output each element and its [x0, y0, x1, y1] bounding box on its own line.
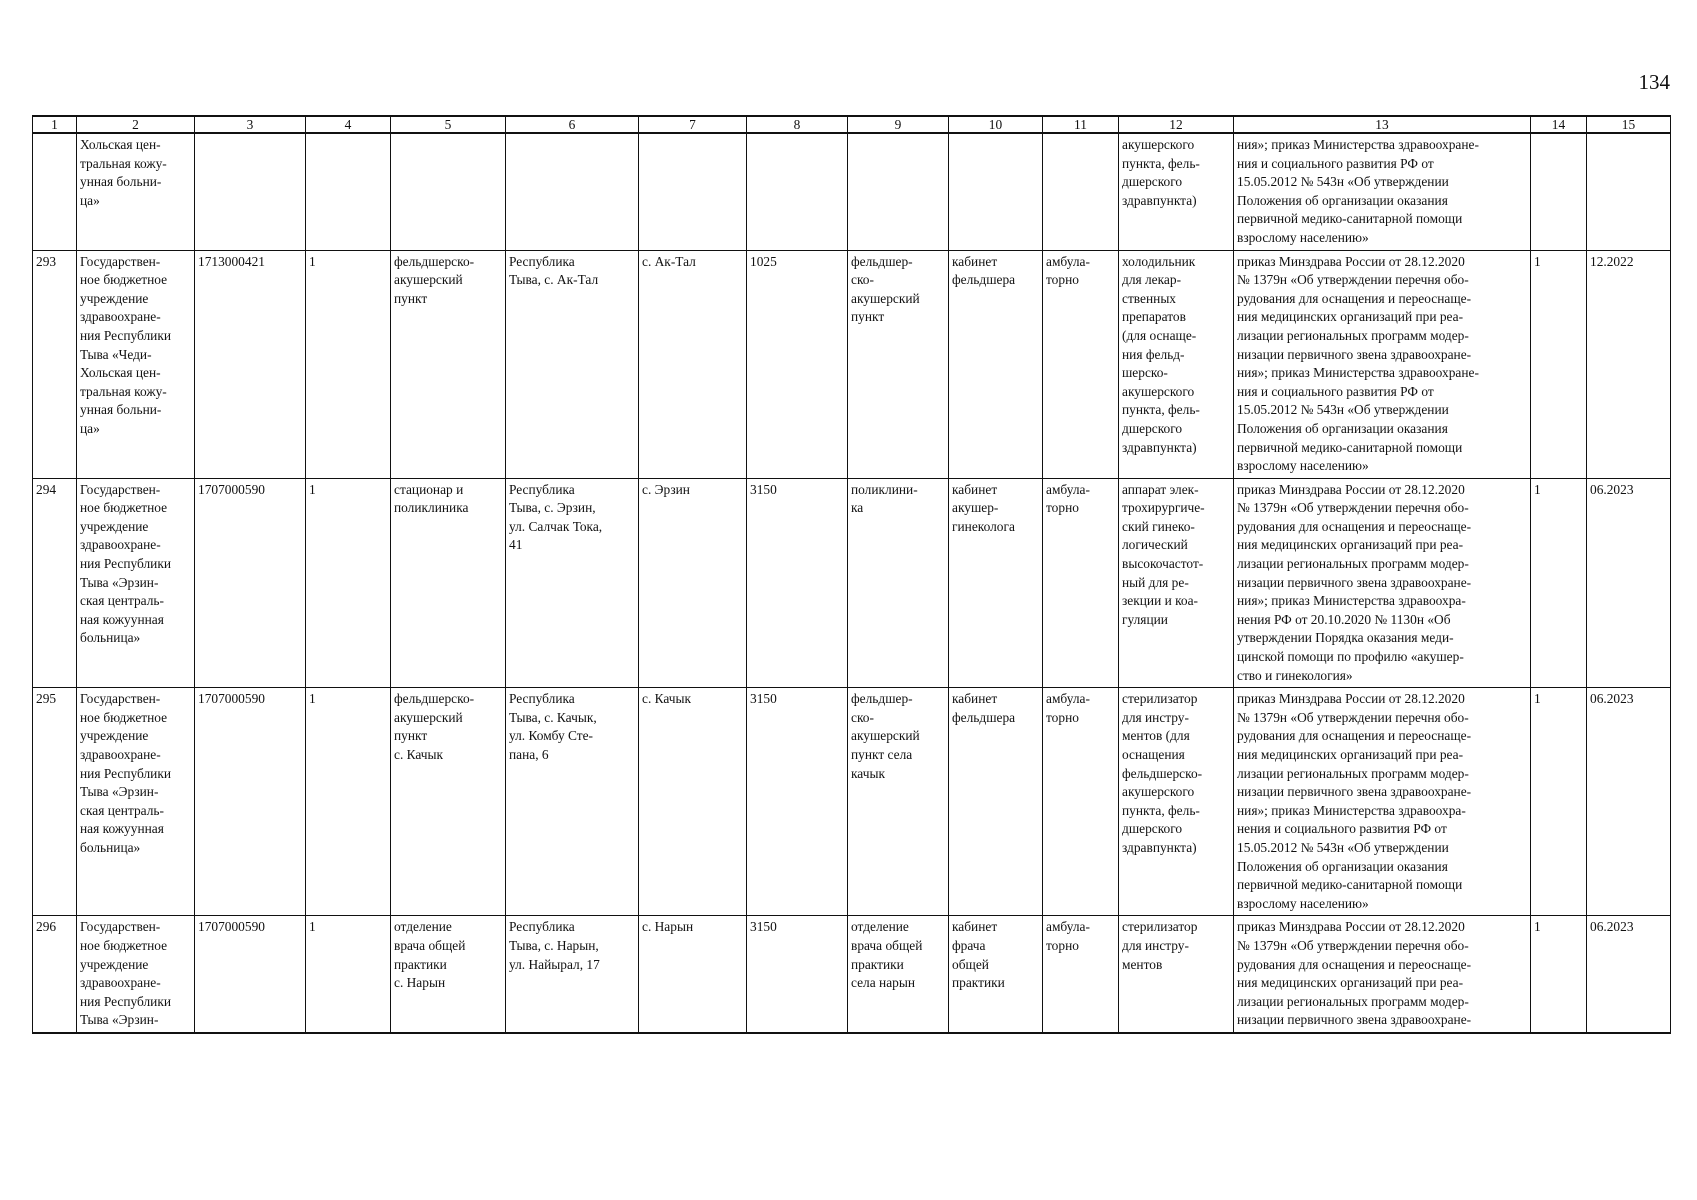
cell-legal-basis: приказ Минздрава России от 28.12.2020 № 1379н «Об утверждении перечня обо- рудования для оснащения и переоснаще- ния медицинских организаций при реа- лизации региональных программ модер- низации первичного звена здравоохране- ния»; приказ Министерства здравоохра- нения и социального развития РФ от 15.05.2012 № 543н «Об утверждении Положения об организации оказания первичной медико-санитарной помощи взрослому населению» — [1234, 688, 1531, 916]
cell-count: 1 — [306, 688, 391, 916]
cell-legal-basis: ния»; приказ Министерства здравоохране- ния и социального развития РФ от 15.05.2012 № 543н «Об утверждении Положения об организации оказания первичной медико-санитарной помощи взрослому населению» — [1234, 133, 1531, 250]
cell-room: кабинет фельдшера — [949, 688, 1043, 916]
column-number-row — [33, 116, 1671, 133]
cell-number: 3150 — [747, 916, 848, 1033]
cell-object-type: отделение врача общей практики с. Нарын — [391, 916, 506, 1033]
cell-locality: с. Эрзин — [639, 478, 747, 688]
cell-object-type: стационар и поликлиника — [391, 478, 506, 688]
cell-address: Республика Тыва, с. Ак-Тал — [506, 250, 639, 478]
cell-date: 12.2022 — [1587, 250, 1671, 478]
cell-code: 1713000421 — [195, 250, 306, 478]
cell-organization: Государствен- ное бюджетное учреждение здравоохране- ния Республики Тыва «Эрзин- ская централь- ная кожуунная больница» — [77, 688, 195, 916]
cell-equipment: стерилизатор для инстру- ментов — [1119, 916, 1234, 1033]
cell-number: 3150 — [747, 688, 848, 916]
cell-room — [949, 133, 1043, 250]
cell-facility: фельдшер- ско- акушерский пункт села качык — [848, 688, 949, 916]
cell-facility: фельдшер- ско- акушерский пункт — [848, 250, 949, 478]
cell-count: 1 — [306, 250, 391, 478]
cell-facility: поликлини- ка — [848, 478, 949, 688]
cell-code: 1707000590 — [195, 478, 306, 688]
cell-equipment: стерилизатор для инстру- ментов (для оснащения фельдшерско- акушерского пункта, фель- дшерского здравпункта) — [1119, 688, 1234, 916]
column-number-9: 9 — [848, 116, 949, 133]
cell-quantity: 1 — [1531, 916, 1587, 1033]
cell-count: 1 — [306, 478, 391, 688]
cell-no: 296 — [33, 916, 77, 1033]
cell-address — [506, 133, 639, 250]
column-number-11: 11 — [1043, 116, 1119, 133]
column-number-1: 1 — [33, 116, 77, 133]
cell-number — [747, 133, 848, 250]
cell-locality: с. Качык — [639, 688, 747, 916]
column-number-12: 12 — [1119, 116, 1234, 133]
table-body — [33, 133, 1671, 1033]
cell-address: Республика Тыва, с. Нарын, ул. Найырал, 17 — [506, 916, 639, 1033]
cell-care-type: амбула- торно — [1043, 916, 1119, 1033]
cell-locality: с. Нарын — [639, 916, 747, 1033]
cell-legal-basis: приказ Минздрава России от 28.12.2020 № 1379н «Об утверждении перечня обо- рудования для оснащения и переоснаще- ния медицинских организаций при реа- лизации региональных программ модер- низации первичного звена здравоохране- ния»; приказ Министерства здравоохра- нения РФ от 20.10.2020 № 1130н «Об утверждении Порядка оказания меди- цинской помощи по профилю «акушер- ство и гинекология» — [1234, 478, 1531, 688]
cell-code: 1707000590 — [195, 916, 306, 1033]
cell-number: 1025 — [747, 250, 848, 478]
cell-room: кабинет фрача общей практики — [949, 916, 1043, 1033]
cell-no — [33, 133, 77, 250]
cell-locality — [639, 133, 747, 250]
column-number-2: 2 — [77, 116, 195, 133]
cell-date: 06.2023 — [1587, 478, 1671, 688]
cell-organization: Государствен- ное бюджетное учреждение здравоохране- ния Республики Тыва «Эрзин- ская централь- ная кожуунная больница» — [77, 478, 195, 688]
column-number-8: 8 — [747, 116, 848, 133]
cell-code: 1707000590 — [195, 688, 306, 916]
column-number-10: 10 — [949, 116, 1043, 133]
cell-no: 293 — [33, 250, 77, 478]
cell-number: 3150 — [747, 478, 848, 688]
cell-organization: Государствен- ное бюджетное учреждение здравоохране- ния Республики Тыва «Чеди- Хольская цен- тральная кожу- унная больни- ца» — [77, 250, 195, 478]
cell-no: 295 — [33, 688, 77, 916]
cell-quantity: 1 — [1531, 478, 1587, 688]
cell-address: Республика Тыва, с. Качык, ул. Комбу Сте- пана, 6 — [506, 688, 639, 916]
cell-equipment: холодильник для лекар- ственных препаратов (для оснаще- ния фельд- шерско- акушерского пункта, фель- дшерского здравпункта) — [1119, 250, 1234, 478]
cell-equipment: акушерского пункта, фель- дшерского здравпункта) — [1119, 133, 1234, 250]
cell-care-type — [1043, 133, 1119, 250]
table-row — [33, 478, 1671, 688]
cell-date — [1587, 133, 1671, 250]
cell-address: Республика Тыва, с. Эрзин, ул. Салчак Тока, 41 — [506, 478, 639, 688]
column-number-3: 3 — [195, 116, 306, 133]
table-row — [33, 250, 1671, 478]
cell-count — [306, 133, 391, 250]
cell-facility: отделение врача общей практики села нарын — [848, 916, 949, 1033]
cell-organization: Хольская цен- тральная кожу- унная больни- ца» — [77, 133, 195, 250]
cell-legal-basis: приказ Минздрава России от 28.12.2020 № 1379н «Об утверждении перечня обо- рудования для оснащения и переоснаще- ния медицинских организаций при реа- лизации региональных программ модер- низации первичного звена здравоохране- ния»; приказ Министерства здравоохране- ния и социального развития РФ от 15.05.2012 № 543н «Об утверждении Положения об организации оказания первичной медико-санитарной помощи взрослому населению» — [1234, 250, 1531, 478]
cell-care-type: амбула- торно — [1043, 250, 1119, 478]
column-number-7: 7 — [639, 116, 747, 133]
column-number-5: 5 — [391, 116, 506, 133]
column-number-4: 4 — [306, 116, 391, 133]
cell-legal-basis: приказ Минздрава России от 28.12.2020 № 1379н «Об утверждении перечня обо- рудования для оснащения и переоснаще- ния медицинских организаций при реа- лизации региональных программ модер- низации первичного звена здравоохране- — [1234, 916, 1531, 1033]
cell-code — [195, 133, 306, 250]
cell-organization: Государствен- ное бюджетное учреждение здравоохране- ния Республики Тыва «Эрзин- — [77, 916, 195, 1033]
page-number: 134 — [1638, 70, 1670, 94]
column-number-13: 13 — [1234, 116, 1531, 133]
cell-quantity: 1 — [1531, 250, 1587, 478]
cell-object-type — [391, 133, 506, 250]
column-number-15: 15 — [1587, 116, 1671, 133]
cell-object-type: фельдшерско- акушерский пункт — [391, 250, 506, 478]
cell-count: 1 — [306, 916, 391, 1033]
table-row — [33, 688, 1671, 916]
equipment-registry-table — [32, 115, 1671, 1034]
cell-care-type: амбула- торно — [1043, 688, 1119, 916]
cell-date: 06.2023 — [1587, 688, 1671, 916]
table-row — [33, 133, 1671, 250]
cell-no: 294 — [33, 478, 77, 688]
cell-facility — [848, 133, 949, 250]
cell-quantity — [1531, 133, 1587, 250]
cell-quantity: 1 — [1531, 688, 1587, 916]
column-number-14: 14 — [1531, 116, 1587, 133]
column-number-6: 6 — [506, 116, 639, 133]
cell-object-type: фельдшерско- акушерский пункт с. Качык — [391, 688, 506, 916]
cell-room: кабинет акушер- гинеколога — [949, 478, 1043, 688]
cell-room: кабинет фельдшера — [949, 250, 1043, 478]
cell-date: 06.2023 — [1587, 916, 1671, 1033]
cell-care-type: амбула- торно — [1043, 478, 1119, 688]
table-row — [33, 916, 1671, 1033]
cell-locality: с. Ак-Тал — [639, 250, 747, 478]
cell-equipment: аппарат элек- трохирургиче- ский гинеко- логический высокочастот- ный для ре- зекции и коа- гуляции — [1119, 478, 1234, 688]
